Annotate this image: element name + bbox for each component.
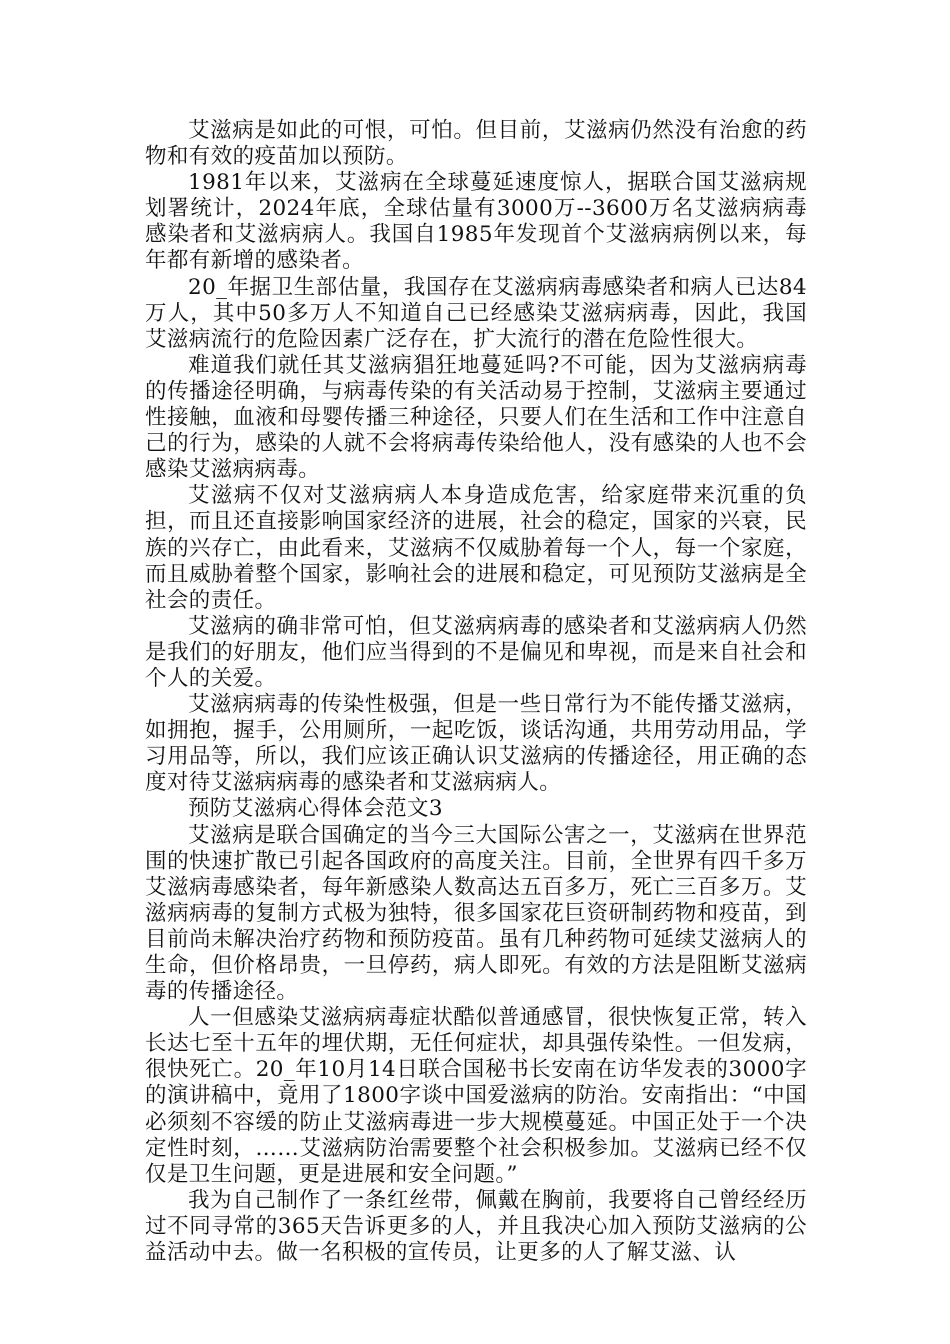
paragraph: 1981年以来，艾滋病在全球蔓延速度惊人，据联合国艾滋病规划署统计，2024年底，全球估量有3000万--3600万名艾滋病病毒感染者和艾滋病病人。我国自1985年发现首个艾滋病病例以来，每年都有新增的感染者。	[145, 170, 807, 274]
paragraph: 艾滋病不仅对艾滋病病人本身造成危害，给家庭带来沉重的负担，而且还直接影响国家经济的进展，社会的稳定，国家的兴衰，民族的兴存亡，由此看来，艾滋病不仅威胁着每一个人，每一个家庭，而且威胁着整个国家，影响社会的进展和稳定，可见预防艾滋病是全社会的责任。	[145, 483, 807, 613]
paragraph: 艾滋病的确非常可怕，但艾滋病病毒的感染者和艾滋病病人仍然是我们的好朋友，他们应当得到的不是偏见和卑视，而是来自社会和个人的关爱。	[145, 613, 807, 691]
paragraph: 难道我们就任其艾滋病猖狂地蔓延吗?不可能，因为艾滋病病毒的传播途径明确，与病毒传染的有关活动易于控制，艾滋病主要通过性接触，血液和母婴传播三种途径，只要人们在生活和工作中注意自己的行为，感染的人就不会将病毒传染给他人，没有感染的人也不会感染艾滋病病毒。	[145, 352, 807, 483]
paragraph: 人一但感染艾滋病病毒症状酷似普通感冒，很快恢复正常，转入长达七至十五年的埋伏期，无任何症状，却具强传染性。一但发病，很快死亡。20_年10月14日联合国秘书长安南在访华发表的3000字的演讲稿中，竟用了1800字谈中国爱滋病的防治。安南指出：“中国必须刻不容缓的防止艾滋病毒进一步大规模蔓延。中国正处于一个决定性时刻，……艾滋病防治需要整个社会积极参加。艾滋病已经不仅仅是卫生问题，更是进展和安全问题。”	[145, 1005, 807, 1187]
paragraph: 艾滋病是联合国确定的当今三大国际公害之一，艾滋病在世界范围的快速扩散已引起各国政府的高度关注。目前，全世界有四千多万艾滋病毒感染者，每年新感染人数高达五百多万，死亡三百多万。艾滋病病毒的复制方式极为独特，很多国家花巨资研制药物和疫苗，到目前尚未解决治疗药物和预防疫苗。虽有几种药物可延续艾滋病人的生命，但价格昂贵，一旦停药，病人即死。有效的方法是阻断艾滋病毒的传播途径。	[145, 822, 807, 1005]
paragraph: 我为自己制作了一条红丝带，佩戴在胸前，我要将自己曾经经历过不同寻常的365天告诉更多的人，并且我决心加入预防艾滋病的公益活动中去。做一名积极的宣传员，让更多的人了解艾滋、认	[145, 1187, 807, 1266]
section-heading: 预防艾滋病心得体会范文3	[188, 796, 443, 822]
paragraph: 20_年据卫生部估量，我国存在艾滋病病毒感染者和病人已达84万人，其中50多万人不知道自己已经感染艾滋病病毒，因此，我国艾滋病流行的危险因素广泛存在，扩大流行的潜在危险性很大。	[145, 274, 807, 352]
document-page	[145, 118, 807, 1266]
paragraph: 艾滋病病毒的传染性极强，但是一些日常行为不能传播艾滋病，如拥抱，握手，公用厕所，一起吃饭，谈话沟通，共用劳动用品，学习用品等，所以，我们应该正确认识艾滋病的传播途径，用正确的态度对待艾滋病病毒的感染者和艾滋病病人。	[145, 692, 807, 796]
paragraph: 艾滋病是如此的可恨，可怕。但目前，艾滋病仍然没有治愈的药物和有效的疫苗加以预防。	[145, 118, 807, 170]
